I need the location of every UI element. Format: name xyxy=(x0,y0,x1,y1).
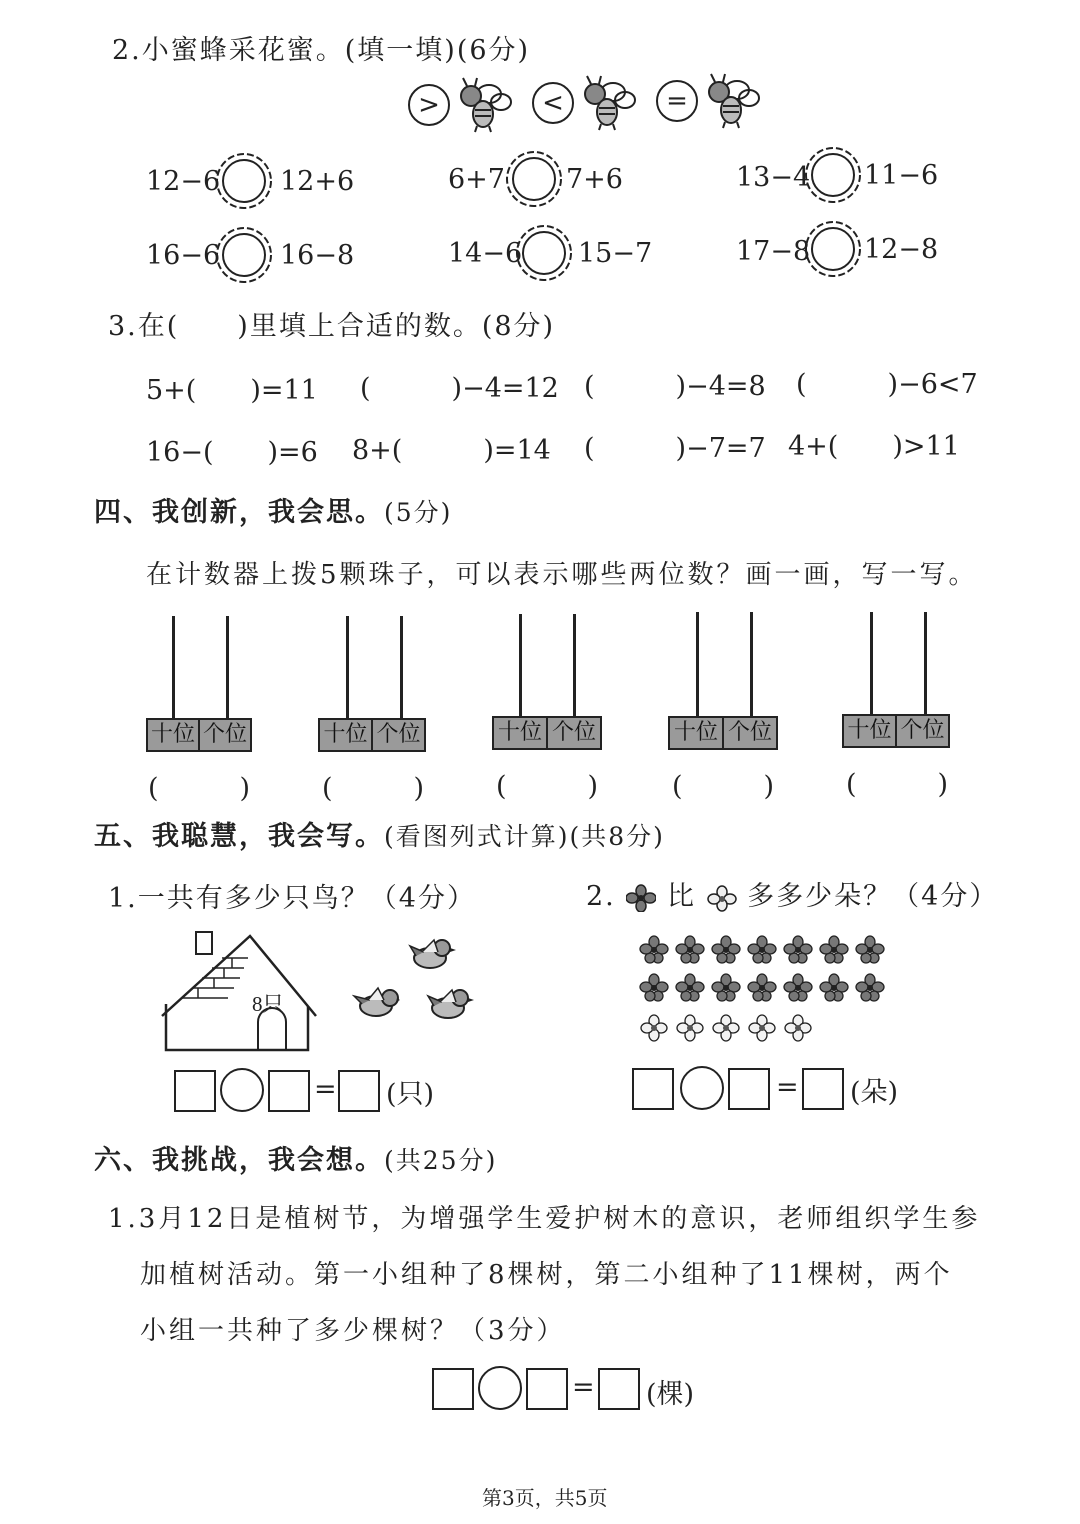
sign-less: < xyxy=(532,82,574,124)
result-box[interactable] xyxy=(598,1368,640,1410)
compare-left: 14−6 xyxy=(448,238,523,269)
unit-label: (棵) xyxy=(646,1379,695,1410)
section-4-score: (5分) xyxy=(384,498,453,527)
unit-label: (朵) xyxy=(850,1077,899,1108)
compare-right: 11−6 xyxy=(864,160,939,191)
equation-box[interactable] xyxy=(174,1070,216,1112)
operator-circle[interactable] xyxy=(680,1066,724,1110)
section-5-score: (看图列式计算)(共8分) xyxy=(384,822,665,851)
bird-icon xyxy=(408,934,456,972)
abacus-label-ones: 个位 xyxy=(198,720,250,750)
bird-icon xyxy=(352,982,400,1020)
abacus-label-tens: 十位 xyxy=(497,720,542,745)
section-5-title xyxy=(94,814,665,853)
s6-q1-line: 加植树活动。第一小组种了8棵树，第二小组种了11棵树，两个 xyxy=(140,1260,953,1290)
house-bird-count: 8只 xyxy=(252,992,284,1016)
abacus-rod-ones xyxy=(400,616,403,720)
abacus-label-ones: 个位 xyxy=(722,718,776,748)
equation-box[interactable] xyxy=(268,1070,310,1112)
s5-q2-title xyxy=(586,874,998,913)
fill-expr: 4+( )>11 xyxy=(788,431,960,462)
abacus-rod-tens xyxy=(172,616,175,720)
section-4-heading: 四、我创新，我会思。 xyxy=(94,497,384,528)
flower-blank-icon[interactable] xyxy=(804,220,862,278)
abacus-rod-ones xyxy=(924,612,927,716)
s5-q2-question: 多多少朵？（4分） xyxy=(747,881,999,912)
operator-circle[interactable] xyxy=(478,1366,522,1410)
fill-expr: ( )−4=12 xyxy=(360,373,559,404)
section-4-text: 在计数器上拨5颗珠子，可以表示哪些两位数？画一画，写一写。 xyxy=(146,560,978,590)
abacus-label-ones: 个位 xyxy=(371,720,424,750)
flower-blank-icon[interactable] xyxy=(804,146,862,204)
compare-right: 15−7 xyxy=(578,238,653,269)
abacus-base xyxy=(146,718,252,752)
flower-blank-icon[interactable] xyxy=(215,152,273,210)
operator-circle[interactable] xyxy=(220,1068,264,1112)
answer-paren[interactable]: ( ) xyxy=(846,769,949,800)
abacus-base xyxy=(492,716,602,750)
equation-box[interactable] xyxy=(526,1368,568,1410)
q2-title: 2.小蜜蜂采花蜜。(填一填)(6分) xyxy=(112,35,531,66)
section-6-score: (共25分) xyxy=(384,1146,498,1175)
sign-greater: > xyxy=(408,84,450,126)
answer-paren[interactable]: ( ) xyxy=(672,771,775,802)
equation-box[interactable] xyxy=(432,1368,474,1410)
compare-right: 12+6 xyxy=(280,166,355,197)
result-box[interactable] xyxy=(802,1068,844,1110)
abacus-rod-tens xyxy=(870,612,873,716)
flower-blank-icon[interactable] xyxy=(505,150,563,208)
abacus-rod-tens xyxy=(519,614,522,720)
compare-left: 16−6 xyxy=(146,240,221,271)
fill-expr: 5+( )=11 xyxy=(146,375,318,406)
bird-icon xyxy=(426,984,474,1022)
sign-equal: = xyxy=(656,80,698,122)
abacus-base xyxy=(318,718,426,752)
bee-icon xyxy=(455,76,513,134)
flower-blank-icon[interactable] xyxy=(215,226,273,284)
flower-blank-icon[interactable] xyxy=(515,224,573,282)
fill-expr: 8+( )=14 xyxy=(352,435,551,466)
abacus-label-tens: 十位 xyxy=(847,718,892,743)
fill-expr: 16−( )=6 xyxy=(146,437,318,468)
abacus-rod-ones xyxy=(750,612,753,718)
s5-q2-number: 2. xyxy=(586,881,616,912)
abacus-label-tens: 十位 xyxy=(323,722,368,747)
bee-icon xyxy=(579,74,637,132)
abacus-rod-tens xyxy=(696,612,699,718)
abacus-base xyxy=(668,716,778,750)
equals-sign: = xyxy=(776,1072,799,1103)
section-6-title xyxy=(94,1138,497,1177)
section-6-heading: 六、我挑战，我会想。 xyxy=(94,1145,384,1176)
compare-right: 16−8 xyxy=(280,240,355,271)
fill-expr: ( )−6<7 xyxy=(796,369,978,400)
equation-box[interactable] xyxy=(728,1068,770,1110)
q3-title: 3.在( )里填上合适的数。(8分) xyxy=(108,311,556,342)
s6-q1-line: 1.3月12日是植树节，为增强学生爱护树木的意识，老师组织学生参 xyxy=(108,1204,981,1234)
abacus-base xyxy=(842,714,950,748)
equals-sign: = xyxy=(314,1074,337,1105)
answer-paren[interactable]: ( ) xyxy=(496,771,599,802)
equals-sign: = xyxy=(572,1372,595,1403)
abacus-label-tens: 十位 xyxy=(673,720,718,745)
section-4-title xyxy=(94,490,452,529)
birdhouse-image xyxy=(158,928,322,1054)
compare-left: 12−6 xyxy=(146,166,221,197)
compare-right: 12−8 xyxy=(864,234,939,265)
answer-paren[interactable]: ( ) xyxy=(148,773,251,804)
fill-expr: ( )−4=8 xyxy=(584,371,766,402)
flowers-image xyxy=(636,930,896,1046)
abacus-rod-tens xyxy=(346,616,349,720)
equation-box[interactable] xyxy=(632,1068,674,1110)
fill-expr: ( )−7=7 xyxy=(584,433,766,464)
compare-left: 6+7 xyxy=(448,164,505,195)
flower-b-icon xyxy=(707,884,737,912)
section-5-heading: 五、我聪慧，我会写。 xyxy=(94,821,384,852)
answer-paren[interactable]: ( ) xyxy=(322,773,425,804)
flower-a-icon xyxy=(626,884,656,912)
abacus-rod-ones xyxy=(573,614,576,720)
abacus-label-ones: 个位 xyxy=(546,718,600,748)
bee-icon xyxy=(703,72,761,130)
abacus-label-tens: 十位 xyxy=(150,722,195,747)
compare-left: 17−8 xyxy=(736,236,811,267)
s6-q1-line: 小组一共种了多少棵树？（3分） xyxy=(140,1316,566,1346)
result-box[interactable] xyxy=(338,1070,380,1112)
compare-right: 7+6 xyxy=(566,164,623,195)
abacus-label-ones: 个位 xyxy=(895,716,948,746)
s5-q1-title: 1.一共有多少只鸟？（4分） xyxy=(108,883,476,914)
unit-label: (只) xyxy=(386,1079,435,1110)
page-footer: 第3页，共5页 xyxy=(482,1486,608,1510)
compare-left: 13−4 xyxy=(736,162,811,193)
s5-q2-compare: 比 xyxy=(666,881,696,912)
abacus-rod-ones xyxy=(226,616,229,720)
